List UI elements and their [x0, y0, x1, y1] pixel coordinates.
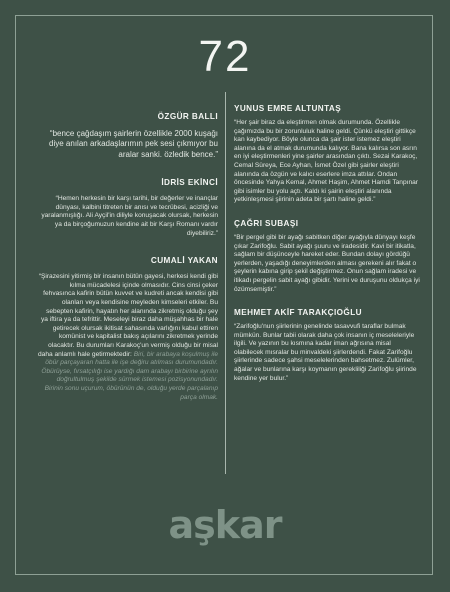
quote-text: “Zarifoğlu'nun şiirlerinin genelinde tasavvufi taraflar bulmak mümkün. Bunlar tabii olarak daha çok insanın iç meseleleriyle ilgili. Ve yazının bu kısmına kadar iman ağrısına misal olabilecek mısralar bu minvaldeki şiirlerdendi. Fakat Zarifoğlu şiirlerinde sadece şahsi meselelerinden bahsetmez. Zulümler, ağalar ve bunlarına karşı koymanın gerekliliği Zarifoğlu şiirinde kendine yer bulur.”: [234, 323, 417, 382]
quote-text: “Şirazesini yitirmiş bir insanın bütün gayesi, herkesi kendi gibi kılma mücadelesi içinde olmasıdır. Cins cinsi çeker fehvasınca kafirin bütün kuvvet ve kudreti ancak kendisi gibi olanları veya kendisine meyleden kimseleri etkiler. Bu sebepten kafirin, hayatın her alanında zikretmiş olduğu şey ya iftira ya da tefrittir. Meseleyi biraz daha müşahhas bir hale getirecek olursak ikitisat sahasında varlığını kabul ettiren komünist ve kapitalist bakış açılarını zikretmek yerinde olacaktır. Bu durumları Karakoç'un vermiş olduğu bir misal daha anlamlı hale getirmektedir:: [38, 273, 218, 358]
quote-faded-text: Biri, bir arabaya koşulmuş ile öbür parçayaran hatta ile işe değiru atılması durumundadır. Öbürüyse, fırsatçılığı ise yardığı dam arabayı birbirine ayrılın doğrultulmuş şekilde sürmek istemesi pozisyonundadır. Birinin sonu uçurum, öbürünün de, olduğu yerde parçalanıp parça olmak.: [41, 350, 218, 401]
quote-text: “Her şair biraz da eleştirmen olmak durumunda. Özellikle çağımızda bu bir zorunluluk haline geldi. Çünkü eleştiri gittikçe kan kaybediyor. Böyle olunca da şair ister istemez eleştiri alanına da el atmak durumunda kalıyor. Bana kalırsa son asrın en iyi eleştirmenleri yine şairler arasından çıktı. Sezai Karakoç, Cemal Süreya, Ece Ayhan, İsmet Özel gibi şairler eleştiri alanında da özgün ve kalıcı eserlere imza attılar. Ondan öncesinde Yahya Kemal, Ahmet Haşim, Ahmet Hamdi Tanpınar gibi isimler bu yolu açtı. Kaldı ki şairin eleştiri alanında yetkinleşmesi şiirinin adeta bir şartı haline geldi.”: [234, 119, 418, 204]
quote-block-mehmet-akif-tarakcioglu: [234, 308, 420, 383]
author-name: MEHMET AKİF TARAKÇIOĞLU: [234, 308, 362, 318]
quote-block-idris-ekinci: [38, 178, 218, 238]
quote-text: “bence çağdaşım şairlerin özellikle 2000 kuşağı diye anılan arkadaşlarımın pek sesi çıkmıyor bu aralar sanki. özledik bence.”: [49, 129, 218, 159]
author-name: ÇAĞRI SUBAŞI: [234, 218, 299, 228]
author-name: ÖZGÜR BALLI: [157, 112, 218, 121]
quote-block-cumali-yakan: [38, 256, 218, 402]
right-column: [234, 104, 420, 397]
author-name: YUNUS EMRE ALTUNTAŞ: [234, 104, 342, 113]
quote-paragraph: [38, 273, 218, 402]
author-name: İDRİS EKİNCİ: [161, 178, 218, 188]
magazine-logo: [0, 500, 450, 549]
quote-block-yunus-emre-altuntas: [234, 104, 420, 205]
column-divider: [225, 92, 226, 474]
quote-text: “Hemen herkesin bir karşı tarihi, bir değerler ve inançlar dünyası, kalbini titreten bir anısı ve tecrübesi, acizliği ve yaralanmışlığı. Ali Ayçil'in diliyle konuşacak olursak, herkesin ya da birçoğumuzun kendine ait bir Karşı Romanı vardır diyebiliriz.”: [41, 195, 218, 237]
author-name: CUMALİ YAKAN: [150, 256, 218, 266]
quote-block-cagri-subasi: [234, 219, 420, 294]
quote-text: “Bir pergel gibi bir ayağı sabitken diğer ayağıyla dünyayı keşfe çıkar Zarifoğlu. Sabit ayağı şuuru ve iradesidir. Kavi bir itikatla, sağlam bir düşünceyle hareket eder. Bundan dolayı gördüğü yerlerden, yaşadığı deneyimlerden alması gerekeni alır fakat o şeylerin kabına girip şekil değiştirmez. Onun sağlam iradesi ve itikadı pergelin sabit ayağı gibidir. Yerini ve duruşunu oldukça iyi özümsemiştir.”: [234, 233, 420, 293]
left-column: [38, 112, 218, 420]
logo-wordmark: aşkar: [168, 503, 282, 547]
quote-block-ozgur-balli: [38, 112, 218, 160]
page-number: 72: [198, 32, 252, 81]
